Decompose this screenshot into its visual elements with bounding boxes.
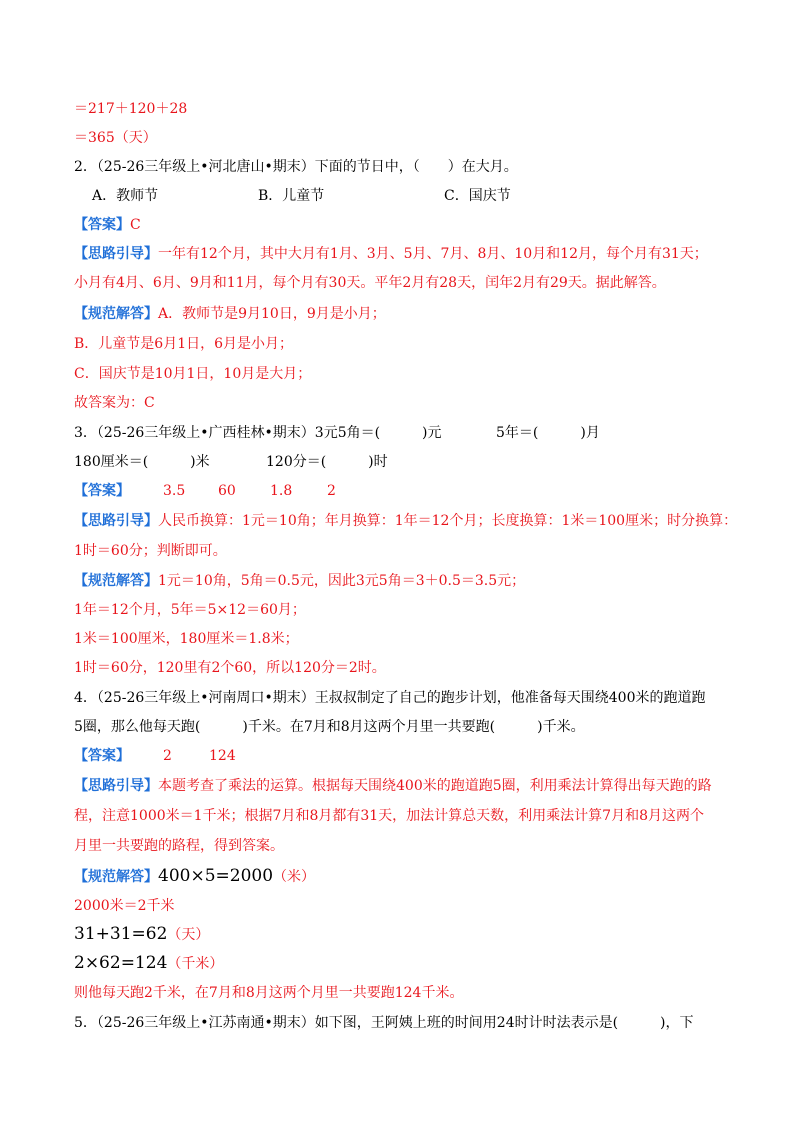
- solution-tag: 【规范解答】: [74, 869, 158, 885]
- q3-stem-2b: 120分＝( )时: [266, 454, 388, 470]
- prev-calc-line-1: ＝217＋120＋28: [74, 101, 188, 117]
- q4-hint-text-1: 本题考查了乘法的运算。根据每天围绕400米的跑道跑5圈，利用乘法计算得出每天跑的路: [158, 778, 712, 794]
- q4-conclusion: 则他每天跑2千米，在7月和8月这两个月里一共要跑124千米。: [74, 985, 464, 1001]
- q2-option-b: B．儿童节: [258, 188, 325, 204]
- q4-answer-row: [74, 746, 130, 766]
- q2-solution-row-1: [74, 304, 386, 324]
- hint-tag: 【思路引导】: [74, 778, 158, 794]
- q4-hint-row-1: [74, 776, 712, 796]
- q4-calc-3-unit: （天）: [167, 927, 210, 943]
- q3-solution-row-1: [74, 571, 525, 591]
- q4-hint-row-3: 月里一共要跑的路程，得到答案。: [74, 838, 284, 854]
- q2-answer-row: [74, 215, 141, 235]
- q2-solution-row-2: B．儿童节是6月1日，6月是小月；: [74, 336, 294, 352]
- q4-calc-1: 400×5=2000: [158, 866, 274, 886]
- q4-calc-4-row: [74, 953, 223, 974]
- q4-stem-1: 4．（25-26三年级上•河南周口•期末）王叔叔制定了自己的跑步计划，他准备每天围绕400米的跑道跑: [74, 690, 706, 706]
- q3-answer-4: 2: [327, 483, 336, 499]
- hint-tag: 【思路引导】: [74, 513, 158, 529]
- q3-stem-1a: 3．（25-26三年级上•广西桂林•期末）3元5角＝( )元: [74, 425, 442, 441]
- q4-hint-row-2: 程，注意1000米＝1千米；根据7月和8月都有31天，加法计算总天数，利用乘法计算7月和8月这两个: [74, 808, 704, 824]
- answer-tag: 【答案】: [74, 483, 130, 499]
- answer-tag: 【答案】: [74, 217, 130, 233]
- q2-answer: C: [130, 217, 141, 233]
- hint-tag: 【思路引导】: [74, 246, 158, 262]
- solution-tag: 【规范解答】: [74, 306, 158, 322]
- q3-solution-row-3: 1米＝100厘米，180厘米＝1.8米；: [74, 631, 299, 647]
- q4-answer-2: 124: [209, 748, 236, 764]
- q3-hint-row-1: [74, 511, 737, 531]
- q2-hint-text-1: 一年有12个月，其中大月有1月、3月、5月、7月、8月、10月和12月，每个月有31天；: [158, 246, 708, 262]
- q2-hint-row-2: 小月有4月、6月、9月和11月，每个月有30天。平年2月有28天，闰年2月有29天。据此解答。: [74, 275, 666, 291]
- q4-calc-4-unit: （千米）: [167, 956, 224, 972]
- q2-solution-row-4: 故答案为：C: [74, 395, 155, 411]
- q4-calc-3: 31+31=62: [74, 924, 168, 944]
- q4-calc-3-row: [74, 924, 209, 945]
- q4-stem-2: 5圈，那么他每天跑( )千米。在7月和8月这两个月里一共要跑( )千米。: [74, 719, 585, 735]
- q3-answer-3: 1.8: [270, 483, 293, 499]
- q4-calc-4: 2×62=124: [74, 953, 168, 973]
- solution-tag: 【规范解答】: [74, 573, 158, 589]
- q3-solution-row-4: 1时＝60分，120里有2个60，所以120分＝2时。: [74, 660, 386, 676]
- q4-solution-row-1: [74, 866, 315, 887]
- q2-hint-row-1: [74, 244, 708, 264]
- q3-stem-1b: 5年＝( )月: [496, 425, 600, 441]
- q3-stem-2a: 180厘米＝( )米: [74, 454, 210, 470]
- q4-calc-1-unit: （米）: [273, 869, 316, 885]
- q3-answer-2: 60: [218, 483, 236, 499]
- answer-tag: 【答案】: [74, 748, 130, 764]
- q3-answer-row: [74, 481, 130, 501]
- q3-solution-text-1: 1元＝10角，5角＝0.5元，因此3元5角＝3＋0.5＝3.5元；: [158, 573, 526, 589]
- q3-hint-row-2: 1时＝60分；判断即可。: [74, 543, 227, 559]
- q2-option-a: A．教师节: [92, 188, 159, 204]
- prev-calc-line-2: ＝365（天）: [74, 130, 157, 146]
- q3-answer-1: 3.5: [163, 483, 186, 499]
- q4-answer-1: 2: [163, 748, 172, 764]
- q2-stem: 2．（25-26三年级上•河北唐山•期末）下面的节日中，（ ）在大月。: [74, 159, 518, 175]
- q2-solution-row-3: C．国庆节是10月1日，10月是大月；: [74, 366, 312, 382]
- q3-solution-row-2: 1年＝12个月，5年＝5×12＝60月；: [74, 602, 306, 618]
- q3-hint-text-1: 人民币换算：1元＝10角；年月换算：1年＝12个月；长度换算：1米＝100厘米；时分换算：: [158, 513, 738, 529]
- q2-option-c: C．国庆节: [444, 188, 511, 204]
- q2-solution-text-1: A．教师节是9月10日，9月是小月；: [158, 306, 386, 322]
- q4-calc-2: 2000米＝2千米: [74, 898, 175, 914]
- q5-stem-1: 5．（25-26三年级上•江苏南通•期末）如下图，王阿姨上班的时间用24时计时法表示是( )，下: [74, 1015, 694, 1031]
